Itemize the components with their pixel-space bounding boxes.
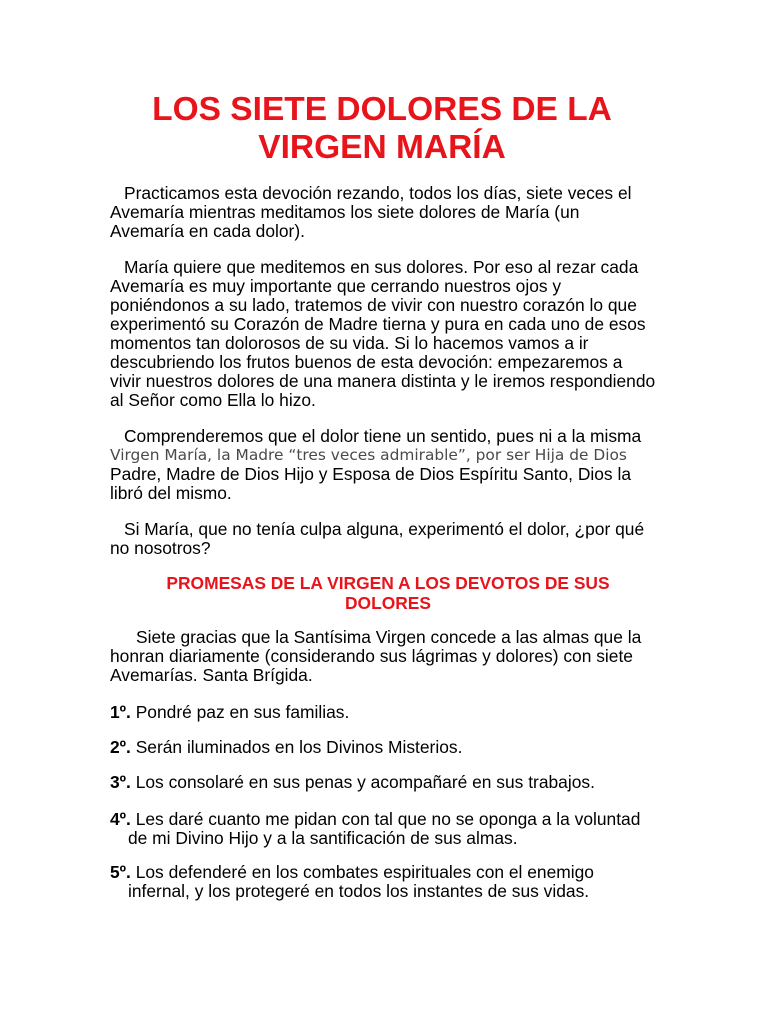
promise-continuation-line: de mi Divino Hijo y a la santificación de sus almas. — [128, 828, 518, 848]
promise-number: 2º. — [110, 737, 131, 757]
paragraph-line: no nosotros? — [110, 538, 211, 558]
paragraph-line: Virgen María, la Madre “tres veces admirable”, por ser Hija de Dios — [110, 446, 627, 464]
section-heading-line: DOLORES — [345, 593, 431, 613]
promise-text: Los defenderé en los combates espirituales con el enemigo — [135, 862, 594, 882]
promise-item — [110, 810, 730, 848]
paragraph — [110, 184, 730, 241]
promise-text: Los consolaré en sus penas y acompañaré en sus trabajos. — [135, 772, 595, 792]
promise-item — [110, 863, 730, 901]
promise-line — [110, 810, 730, 829]
promise-line — [110, 703, 730, 722]
paragraph-line: Practicamos esta devoción rezando, todos los días, siete veces el — [124, 183, 632, 203]
section-heading-line: PROMESAS DE LA VIRGEN A LOS DEVOTOS DE SUS — [166, 573, 610, 593]
paragraph-line: Avemarías. Santa Brígida. — [110, 665, 313, 685]
paragraph — [110, 520, 730, 558]
paragraph-line: descubriendo los frutos buenos de esta devoción: empezaremos a — [110, 352, 623, 372]
paragraph-line: Avemaría mientras meditamos los siete dolores de María (un — [110, 202, 580, 222]
promise-number: 4º. — [110, 809, 131, 829]
paragraph-line: Avemaría es muy importante que cerrando nuestros ojos y — [110, 276, 562, 296]
paragraph-line: María quiere que meditemos en sus dolores. Por eso al rezar cada — [124, 257, 639, 277]
promise-text: Serán iluminados en los Divinos Misterios. — [135, 737, 463, 757]
paragraph-line: Padre, Madre de Dios Hijo y Esposa de Dios Espíritu Santo, Dios la — [110, 464, 631, 484]
promise-continuation-line: infernal, y los protegeré en todos los instantes de sus vidas. — [128, 881, 590, 901]
paragraph-line: poniéndonos a su lado, tratemos de vivir con nuestro corazón lo que — [110, 295, 637, 315]
promise-line — [110, 863, 730, 882]
promise-item — [110, 773, 730, 792]
paragraph-line: honran diariamente (considerando sus lágrimas y dolores) con siete — [110, 646, 633, 666]
paragraph-line: Si María, que no tenía culpa alguna, experimentó el dolor, ¿por qué — [124, 519, 645, 539]
promise-text: Les daré cuanto me pidan con tal que no se oponga a la voluntad — [135, 809, 641, 829]
paragraph-line: Siete gracias que la Santísima Virgen concede a las almas que la — [136, 627, 642, 647]
document-title — [0, 91, 764, 167]
promise-line — [110, 773, 730, 792]
promise-number: 3º. — [110, 772, 131, 792]
paragraph-line: experimentó su Corazón de Madre tierna y pura en cada uno de esos — [110, 314, 646, 334]
promise-number: 5º. — [110, 862, 131, 882]
paragraph-line: al Señor como Ella lo hizo. — [110, 390, 316, 410]
paragraph-line: momentos tan dolorosos de su vida. Si lo hacemos vamos a ir — [110, 333, 589, 353]
promises-intro — [110, 628, 730, 685]
promise-item — [110, 738, 730, 757]
title-line: LOS SIETE DOLORES DE LA — [152, 91, 612, 128]
promise-number: 1º. — [110, 702, 131, 722]
paragraph-line: Comprenderemos que el dolor tiene un sentido, pues ni a la misma — [124, 426, 642, 446]
paragraph-line: libró del mismo. — [110, 483, 232, 503]
promise-item — [110, 703, 730, 722]
section-heading — [110, 573, 666, 613]
title-line: VIRGEN MARÍA — [258, 129, 506, 166]
paragraph — [110, 427, 730, 503]
paragraph-line: Avemaría en cada dolor). — [110, 221, 305, 241]
promise-text: Pondré paz en sus familias. — [135, 702, 350, 722]
promise-line — [110, 738, 730, 757]
paragraph-line: vivir nuestros dolores de una manera distinta y le iremos respondiendo — [110, 371, 656, 391]
paragraph — [110, 258, 730, 410]
